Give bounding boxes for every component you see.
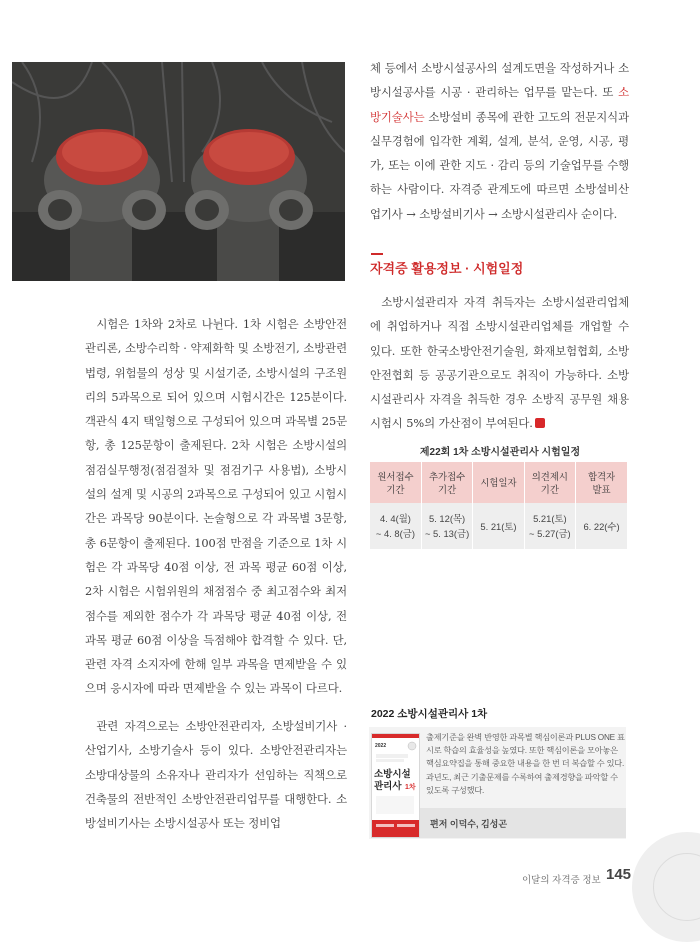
schedule-table	[370, 462, 627, 549]
cover-title-line2: 관리사	[374, 781, 402, 792]
schedule-header-row	[370, 462, 627, 503]
cell-application-period: 4. 4(월) ~ 4. 8(금)	[370, 503, 421, 549]
cell-result-announcement: 6. 22(수)	[576, 503, 627, 549]
book-cover-image	[371, 733, 420, 838]
section-title: 자격증 활용정보 · 시험일정	[370, 261, 524, 276]
cell-exam-date: 5. 21(토)	[473, 503, 524, 549]
utilization-paragraph: 소방시설관리자 자격 취득자는 소방시설관리업체에 취업하거나 직접 소방시설관리업체를 개업할 수 있다. 또한 한국소방안전기술원, 화재보험협회, 소방안전협회 등 공공기관으로도 취직이 가능하다. 소방시설관리사 자격을 취득한 경우 소방직 공무원 채용 시험시 5%의 가산점이 부여된다.	[370, 295, 629, 431]
page-number: 145	[606, 866, 632, 883]
schedule-row	[370, 503, 627, 549]
footer-section-label: 이달의 자격증 정보	[522, 875, 601, 886]
book-author: 편저 이덕수, 김성곤	[430, 819, 508, 829]
cover-volume: 1차	[405, 784, 416, 791]
header-opinion-period: 의견제시 기간	[524, 462, 575, 503]
cover-year: 2022	[375, 743, 387, 749]
article-body-left-2	[85, 714, 347, 835]
book-heading: 2022 소방시설관리사 1차	[371, 708, 488, 720]
cover-title-line1: 소방시설	[374, 769, 411, 780]
fire-hydrant-photo	[12, 62, 345, 281]
related-certs-paragraph: 관련 자격으로는 소방안전관리자, 소방설비기사 · 산업기사, 소방기술사 등이 있다. 소방안전관리자는 소방대상물의 소유자나 관리자가 선임하는 직책으로 건축물의 전반적인 소방안전관리업무를 대행한다. 소방설비기사는 소방시설공사 또는 정비업	[85, 719, 347, 831]
highlight-term: 소방기술사는	[370, 85, 629, 124]
schedule-table-title: 제22회 1차 소방시설관리사 시험일정	[419, 447, 581, 458]
article-body-left-1	[85, 312, 347, 701]
cell-opinion-period: 5.21(토) ~ 5.27(금)	[524, 503, 575, 549]
header-exam-date: 시험일자	[473, 462, 524, 503]
article-end-mark-icon	[535, 418, 545, 428]
continuation-intro: 체 등에서 소방시설공사의 설계도면을 작성하거나 소방시설공사를 시공 · 관리하는 업무를 맡는다. 또	[370, 61, 629, 100]
article-body-right-1	[370, 56, 629, 226]
cell-additional-period: 5. 12(목) ~ 5. 13(금)	[421, 503, 472, 549]
continuation-rest: 소방설비 종목에 관한 고도의 전문지식과 실무경험에 입각한 계획, 설계, 분석, 운영, 시공, 평가, 또는 이에 관한 지도 · 감리 등의 기술업무를 수행하는 사람이다. 자격증 관계도에 따르면 소방설비산업기사 → 소방설비기사 → 소방시설관리사 순이다.	[370, 109, 629, 221]
exam-structure-paragraph: 시험은 1차와 2차로 나뉜다. 1차 시험은 소방안전관리론, 소방수리학 · 약제화학 및 소방전기, 소방관련법령, 위험물의 성상 및 시설기준, 소방시설의 구조원리의 5과목으로 되어 있으며 시험시간은 125분이다. 객관식 4지 택일형으로 구성되어 있으며 과목별 25문항, 총 125문항이 출제된다. 2차 시험은 소방시설의 점검실무행정(점검절차 및 점검기구 사용법), 소방시설의 설계 및 시공의 2과목으로 구성되어 있고 시험시간은 과목당 90분이다. 논술형으로 각 과목별 3문항, 총 6문항이 출제된다. 100점 만점을 기준으로 1차 시험은 각 과목당 40점 이상, 전 과목 평균 60점 이상, 2차 시험은 시험위원의 채점점수 중 최고점수와 최저점수를 제외한 점수가 각 과목당 평균 40점 이상, 전 과목 평균 60점 이상을 득점해야 합격할 수 있다. 단, 관련 자격 소지자에 한해 일부 과목을 면제받을 수 있으며 응시자에 따라 면제받을 수 있는 과목이 다르다.	[85, 317, 347, 696]
header-application-period: 원서접수 기간	[370, 462, 421, 503]
header-result-announcement: 합격자 발표	[576, 462, 627, 503]
section-accent-bar	[371, 253, 383, 255]
book-description: 출제기준을 완벽 반영한 과목별 핵심이론과 PLUS ONE 표시로 학습의 효율성을 높였다. 또한 핵심이론을 모아놓은 핵심요약집을 통해 중요한 내용을 한 번 더 복습할 수 있다. 과년도, 최근 기출문제를 수록하여 출제경향을 파악할 수 있도록 구성했다.	[426, 733, 625, 795]
article-body-right-2	[370, 290, 629, 436]
continuation-paragraph	[370, 56, 629, 226]
header-additional-period: 추가접수 기간	[421, 462, 472, 503]
